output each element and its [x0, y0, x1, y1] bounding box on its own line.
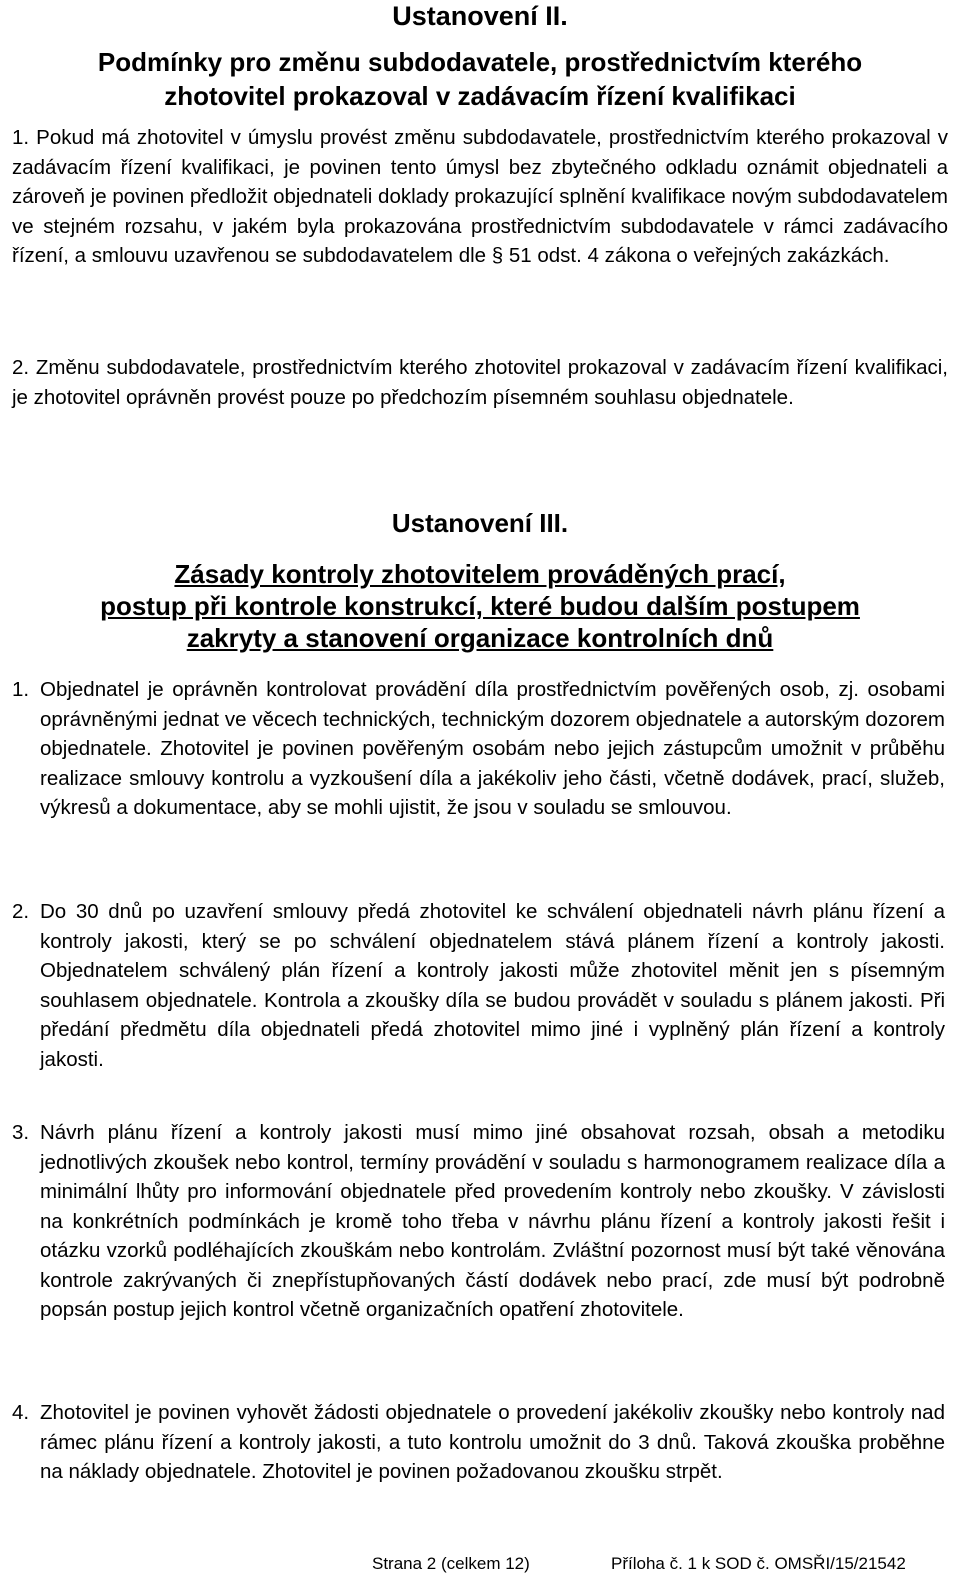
section2-paragraph-1: 1. Pokud má zhotovitel v úmyslu provést změnu subdodavatele, prostřednictvím kterého prokazoval v zadávacím řízení kvalifikaci, je povinen tento úmysl bez zbytečného odkladu oznámit objednateli a zároveň je povinen předložit objednateli doklady prokazující splnění kvalifikace novým subdodavatelem ve stejném rozsahu, v jakém byla prokazována prostřednictvím subdodavatele v rámci zadávacího řízení, a smlouvu uzavřenou se subdodavatelem dle § 51 odst. 4 zákona o veřejných zakázkách.	[12, 126, 948, 267]
item-number: 2.	[12, 900, 30, 923]
section2-header	[0, 0, 960, 113]
section3-subtitle-line2: postup při kontrole konstrukcí, které budou dalším postupem	[100, 591, 860, 621]
item-text: Do 30 dnů po uzavření smlouvy předá zhotovitel ke schválení objednateli návrh plánu řízení a kontroly jakosti, který se po schválení objednatelem stává plánem řízení a kontroly jakosti. Objednatelem schválený plán řízení a kontroly jakosti může zhotovitel měnit jen s písemným souhlasem objednatele. Kontrola a zkoušky díla se budou provádět v souladu s plánem jakosti. Při předání předmětu díla objednateli předá zhotovitel mimo jiné i vyplněný plán řízení a kontroly jakosti.	[40, 900, 945, 1071]
item-number: 3.	[12, 1121, 30, 1144]
section2-heading: Ustanovení II.	[392, 1, 568, 31]
section2-paragraph-2: 2. Změnu subdodavatele, prostřednictvím kterého zhotovitel prokazoval v zadávacím řízení kvalifikaci, je zhotovitel oprávněn provést pouze po předchozím písemném souhlasu objednatele.	[12, 356, 948, 409]
section2-subtitle-line1: Podmínky pro změnu subdodavatele, prostřednictvím kterého	[97, 47, 863, 77]
section3-item-4	[12, 1398, 945, 1487]
footer-reference: Příloha č. 1 k SOD č. OMSŘI/15/21542	[611, 1554, 906, 1573]
item-number: 4.	[12, 1401, 30, 1424]
item-number: 1.	[12, 678, 30, 701]
section3-item-1	[12, 675, 945, 823]
item-text: Návrh plánu řízení a kontroly jakosti musí mimo jiné obsahovat rozsah, obsah a metodiku jednotlivých zkoušek nebo kontrol, termíny provádění v souladu s harmonogramem realizace díla a minimální lhůty pro informování objednatele před provedením kontroly nebo zkoušky. V závislosti na konkrétních podmínkách je kromě toho třeba v návrhu plánu řízení a kontroly jakosti řešit i otázku vzorků podléhajících zkouškám nebo kontrolám. Zvláštní pozornost musí být také věnována kontrole zakrývaných či znepřístupňovaných částí dodávek nebo prací, zde musí být podrobně popsán postup jejich kontrol včetně organizačních opatření zhotovitele.	[40, 1121, 945, 1321]
section3-heading: Ustanovení III.	[391, 508, 569, 538]
footer-page-number: Strana 2 (celkem 12)	[372, 1554, 530, 1573]
section3-item-2	[12, 897, 945, 1074]
section3-item-3	[12, 1118, 945, 1325]
item-text: Objednatel je oprávněn kontrolovat provádění díla prostřednictvím pověřených osob, zj. osobami oprávněnými jednat ve věcech technických, technickým dozorem objednatele a autorským dozorem objednatele. Zhotovitel je povinen pověřeným osobám nebo jejich zástupcům umožnit v průběhu realizace smlouvy kontrolu a vyzkoušení díla a jakékoliv jeho části, včetně dodávek, prací, služeb, výkresů a dokumentace, aby se mohli ujistit, že jsou v souladu se smlouvou.	[40, 678, 945, 819]
section3-subtitle-line1: Zásady kontroly zhotovitelem prováděných prací,	[174, 559, 786, 589]
section2-subtitle-line2: zhotovitel prokazoval v zadávacím řízení kvalifikaci	[164, 81, 796, 111]
section3-subtitle-line3: zakryty a stanovení organizace kontrolních dnů	[186, 623, 774, 653]
section3-header	[0, 507, 960, 654]
item-text: Zhotovitel je povinen vyhovět žádosti objednatele o provedení jakékoliv zkoušky nebo kontroly nad rámec plánu řízení a kontroly jakosti, a tuto kontrolu umožnit do 3 dnů. Taková zkouška proběhne na náklady objednatele. Zhotovitel je povinen požadovanou zkoušku strpět.	[40, 1401, 945, 1483]
